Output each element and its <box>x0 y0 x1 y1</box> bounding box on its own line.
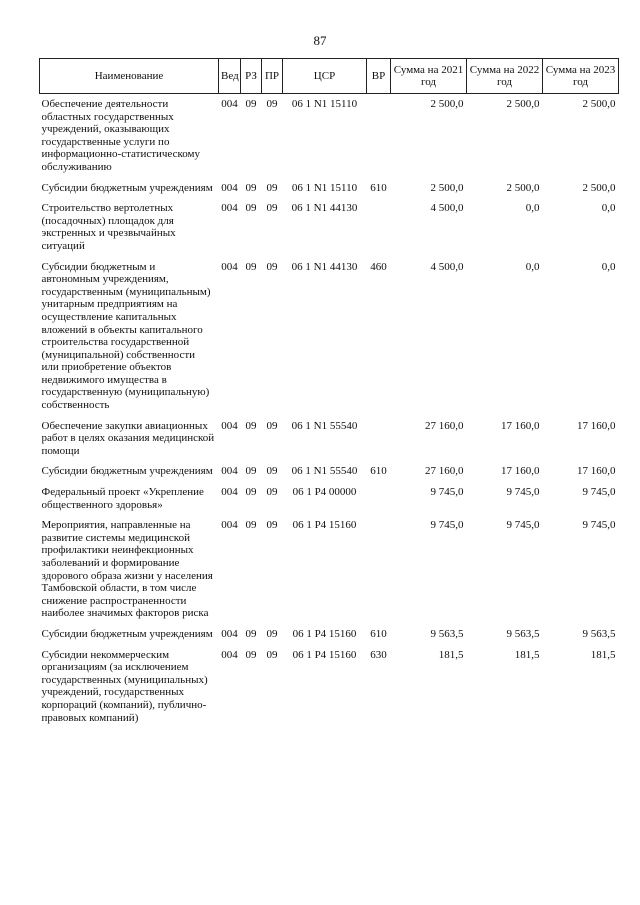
row-sum-2021: 9 745,0 <box>430 519 464 532</box>
row-sum-2021: 2 500,0 <box>430 98 464 110</box>
row-sum-2021: 181,5 <box>438 648 464 661</box>
table-row <box>40 461 619 482</box>
row-name: Субсидии бюджетным учреждениям <box>41 465 213 478</box>
row-vr <box>367 515 391 624</box>
row-csr: 06 1 N1 15110 <box>291 98 358 110</box>
header-csr: ЦСР <box>283 59 367 94</box>
row-pr: 09 <box>266 648 278 661</box>
row-name: Обеспечение деятельности областных государственных учреждений, оказывающих государственные услуги по информационно-статистическому обслуживанию <box>41 98 201 173</box>
row-pr: 09 <box>266 98 278 110</box>
header-sum-2022: Сумма на 2022 год <box>467 59 543 94</box>
row-name: Мероприятия, направленные на развитие системы медицинской профилактики неинфекционных заболеваний и формирование здорового образа жизни у населения Тамбовской области, в том числе снижение распространенности наиболее значимых факторов риска <box>41 519 213 620</box>
row-ved: 004 <box>221 519 238 532</box>
row-sum-2022: 9 563,5 <box>506 627 540 640</box>
row-sum-2023: 17 160,0 <box>577 419 616 432</box>
row-sum-2023: 0,0 <box>601 260 616 273</box>
table-row <box>40 624 619 645</box>
row-rz: 09 <box>245 419 257 432</box>
row-csr: 06 1 P4 15160 <box>292 648 357 661</box>
table-row <box>40 416 619 462</box>
row-sum-2021: 9 745,0 <box>430 486 464 499</box>
row-vr: 610 <box>370 465 387 478</box>
budget-table <box>39 58 619 728</box>
row-pr: 09 <box>266 260 278 273</box>
row-sum-2022: 0,0 <box>525 260 540 273</box>
row-ved: 004 <box>221 98 238 110</box>
row-vr <box>367 94 391 178</box>
row-ved: 004 <box>221 202 238 215</box>
row-sum-2021: 27 160,0 <box>425 465 464 478</box>
table-row <box>40 257 619 416</box>
row-csr: 06 1 N1 15110 <box>291 181 358 194</box>
row-sum-2022: 2 500,0 <box>506 181 540 194</box>
row-name: Субсидии бюджетным учреждениям <box>41 181 213 194</box>
row-pr: 09 <box>266 519 278 532</box>
row-csr: 06 1 P4 15160 <box>292 519 357 532</box>
row-sum-2023: 9 745,0 <box>582 519 616 532</box>
table-header <box>40 59 619 94</box>
row-vr <box>367 482 391 515</box>
row-csr: 06 1 N1 44130 <box>291 202 358 215</box>
row-pr: 09 <box>266 627 278 640</box>
table-body <box>40 94 619 729</box>
row-sum-2022: 9 745,0 <box>506 519 540 532</box>
table-row <box>40 94 619 178</box>
row-csr: 06 1 N1 55540 <box>291 419 358 432</box>
row-pr: 09 <box>266 181 278 194</box>
header-vr: ВР <box>367 59 391 94</box>
table-row <box>40 515 619 624</box>
row-ved: 004 <box>221 419 238 432</box>
row-vr <box>367 198 391 256</box>
table-row <box>40 645 619 729</box>
table-row <box>40 178 619 199</box>
row-sum-2021: 2 500,0 <box>430 181 464 194</box>
row-sum-2023: 0,0 <box>601 202 616 215</box>
row-rz: 09 <box>245 260 257 273</box>
row-rz: 09 <box>245 202 257 215</box>
row-rz: 09 <box>245 627 257 640</box>
row-csr: 06 1 P4 00000 <box>292 486 357 499</box>
row-vr: 610 <box>370 627 387 640</box>
table-row <box>40 198 619 256</box>
row-name: Субсидии бюджетным и автономным учреждениям, государственным (муниципальным) унитарным предприятиям на осуществление капитальных вложений в объекты капитального строительства государственной (муниципальной) собственности или приобретение объектов недвижимого имущества в государственную (муниципальную) собственность <box>41 260 211 412</box>
row-rz: 09 <box>245 98 257 110</box>
row-sum-2021: 27 160,0 <box>425 419 464 432</box>
row-rz: 09 <box>245 465 257 478</box>
row-sum-2021: 9 563,5 <box>430 627 464 640</box>
row-vr: 460 <box>370 260 387 273</box>
header-sum-2021: Сумма на 2021 год <box>391 59 467 94</box>
row-csr: 06 1 N1 55540 <box>291 465 358 478</box>
row-sum-2023: 181,5 <box>590 648 616 661</box>
row-rz: 09 <box>245 519 257 532</box>
row-name: Субсидии бюджетным учреждениям <box>41 627 213 640</box>
row-pr: 09 <box>266 486 278 499</box>
row-sum-2023: 9 563,5 <box>582 627 616 640</box>
row-name: Субсидии некоммерческим организациям (за исключением государственных (муниципальных) учреждений, государственных корпораций (компаний), публично-правовых компаний) <box>41 648 208 724</box>
row-sum-2023: 9 745,0 <box>582 486 616 499</box>
header-name: Наименование <box>40 59 219 94</box>
row-sum-2021: 4 500,0 <box>430 260 464 273</box>
row-sum-2023: 17 160,0 <box>577 465 616 478</box>
row-csr: 06 1 P4 15160 <box>292 627 357 640</box>
row-sum-2022: 9 745,0 <box>506 486 540 499</box>
row-sum-2023: 2 500,0 <box>582 98 616 110</box>
row-vr: 630 <box>370 648 387 661</box>
row-ved: 004 <box>221 181 238 194</box>
header-ved: Вед <box>219 59 241 94</box>
row-sum-2022: 181,5 <box>514 648 540 661</box>
row-ved: 004 <box>221 648 238 661</box>
page-number: 87 <box>313 33 327 48</box>
row-pr: 09 <box>266 465 278 478</box>
row-ved: 004 <box>221 465 238 478</box>
row-sum-2022: 0,0 <box>525 202 540 215</box>
row-ved: 004 <box>221 486 238 499</box>
row-name: Обеспечение закупки авиационных работ в целях оказания медицинской помощи <box>41 419 215 457</box>
row-ved: 004 <box>221 627 238 640</box>
row-pr: 09 <box>266 419 278 432</box>
row-rz: 09 <box>245 648 257 661</box>
header-pr: ПР <box>262 59 283 94</box>
row-sum-2022: 17 160,0 <box>501 465 540 478</box>
row-sum-2022: 17 160,0 <box>501 419 540 432</box>
row-name: Федеральный проект «Укрепление общественного здоровья» <box>41 486 204 511</box>
row-vr <box>367 416 391 462</box>
row-name: Строительство вертолетных (посадочных) площадок для экстренных и чрезвычайных ситуаций <box>41 202 176 252</box>
row-sum-2022: 2 500,0 <box>506 98 540 110</box>
row-pr: 09 <box>266 202 278 215</box>
table-row <box>40 482 619 515</box>
row-ved: 004 <box>221 260 238 273</box>
row-rz: 09 <box>245 181 257 194</box>
row-sum-2021: 4 500,0 <box>430 202 464 215</box>
row-sum-2023: 2 500,0 <box>582 181 616 194</box>
row-rz: 09 <box>245 486 257 499</box>
header-rz: РЗ <box>241 59 262 94</box>
row-csr: 06 1 N1 44130 <box>291 260 358 273</box>
header-sum-2023: Сумма на 2023 год <box>543 59 619 94</box>
row-vr: 610 <box>370 181 387 194</box>
